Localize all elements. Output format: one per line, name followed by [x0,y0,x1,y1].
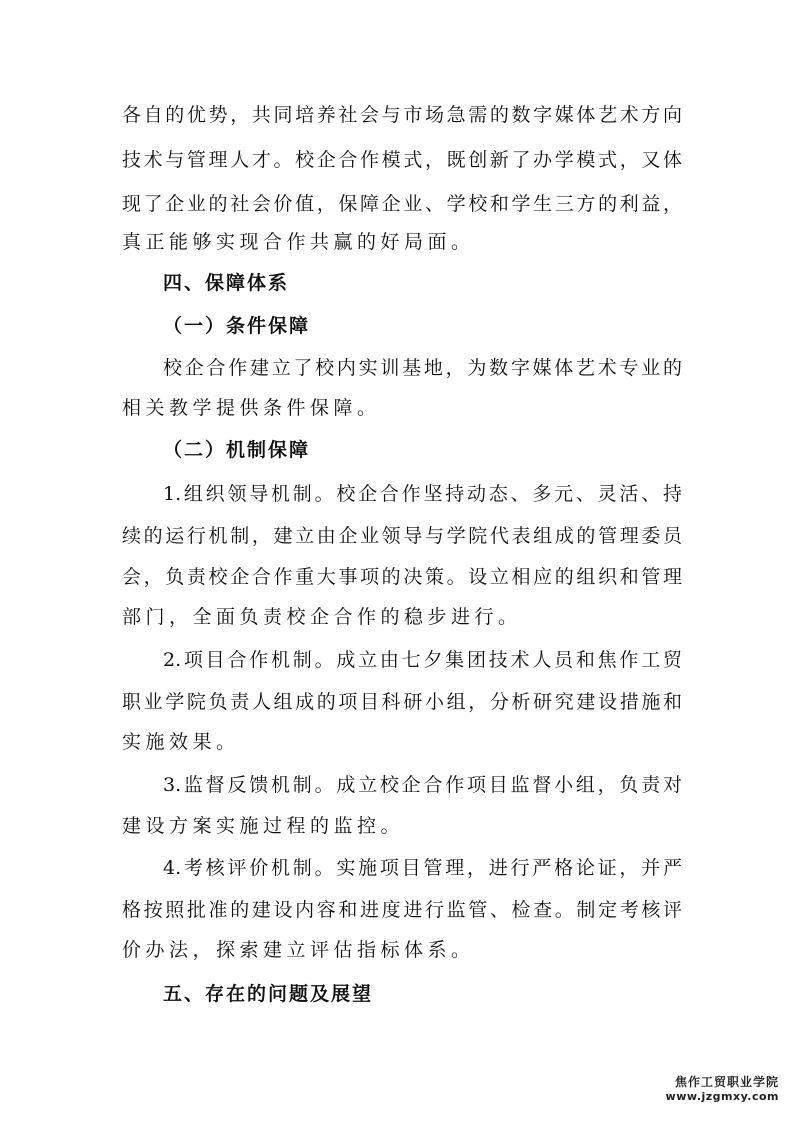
paragraph-line: 技术与管理人才。校企合作模式，既创新了办学模式，又体 [122,149,682,171]
paragraph-line: 价办法，探索建立评估指标体系。 [122,939,475,961]
paragraph-line: 真正能够实现合作共赢的好局面。 [122,231,475,253]
watermark [666,1074,779,1104]
section-heading: 五、存在的问题及展望 [163,983,374,1005]
section-heading: 四、保障体系 [163,272,290,294]
paragraph-line: 3.监督反馈机制。成立校企合作项目监督小组，负责对 [163,774,682,796]
paragraph-line: 1.组织领导机制。校企合作坚持动态、多元、灵活、持 [163,483,682,505]
watermark-url: www.jzgmxy.com [665,1090,779,1103]
paragraph-line: 部门，全面负责校企合作的稳步进行。 [122,606,522,628]
watermark-name: 焦作工贸职业学院 [674,1075,779,1089]
paragraph-line: 相关教学提供条件保障。 [122,397,381,419]
paragraph-line: 4.考核评价机制。实施项目管理，进行严格论证，并严 [163,857,682,879]
paragraph-line: 实施效果。 [122,731,240,753]
paragraph-line: 建设方案实施过程的监控。 [122,815,405,837]
paragraph-line: 续的运行机制，建立由企业领导与学院代表组成的管理委员 [122,525,682,547]
paragraph-line: 会，负责校企合作重大事项的决策。设立相应的组织和管理 [122,566,682,588]
paragraph-line: 职业学院负责人组成的项目科研小组，分析研究建设措施和 [122,691,682,713]
paragraph-line: 2.项目合作机制。成立由七夕集团技术人员和焦作工贸 [163,649,682,671]
paragraph-line: 各自的优势，共同培养社会与市场急需的数字媒体艺术方向 [122,104,682,126]
paragraph-line: 校企合作建立了校内实训基地，为数字媒体艺术专业的 [163,357,682,379]
subsection-heading: （二）机制保障 [163,439,311,461]
paragraph-line: 格按照批准的建设内容和进度进行监管、检查。制定考核评 [122,899,682,921]
subsection-heading: （一）条件保障 [163,315,311,337]
paragraph-line: 现了企业的社会价值，保障企业、学校和学生三方的利益， [122,193,682,215]
